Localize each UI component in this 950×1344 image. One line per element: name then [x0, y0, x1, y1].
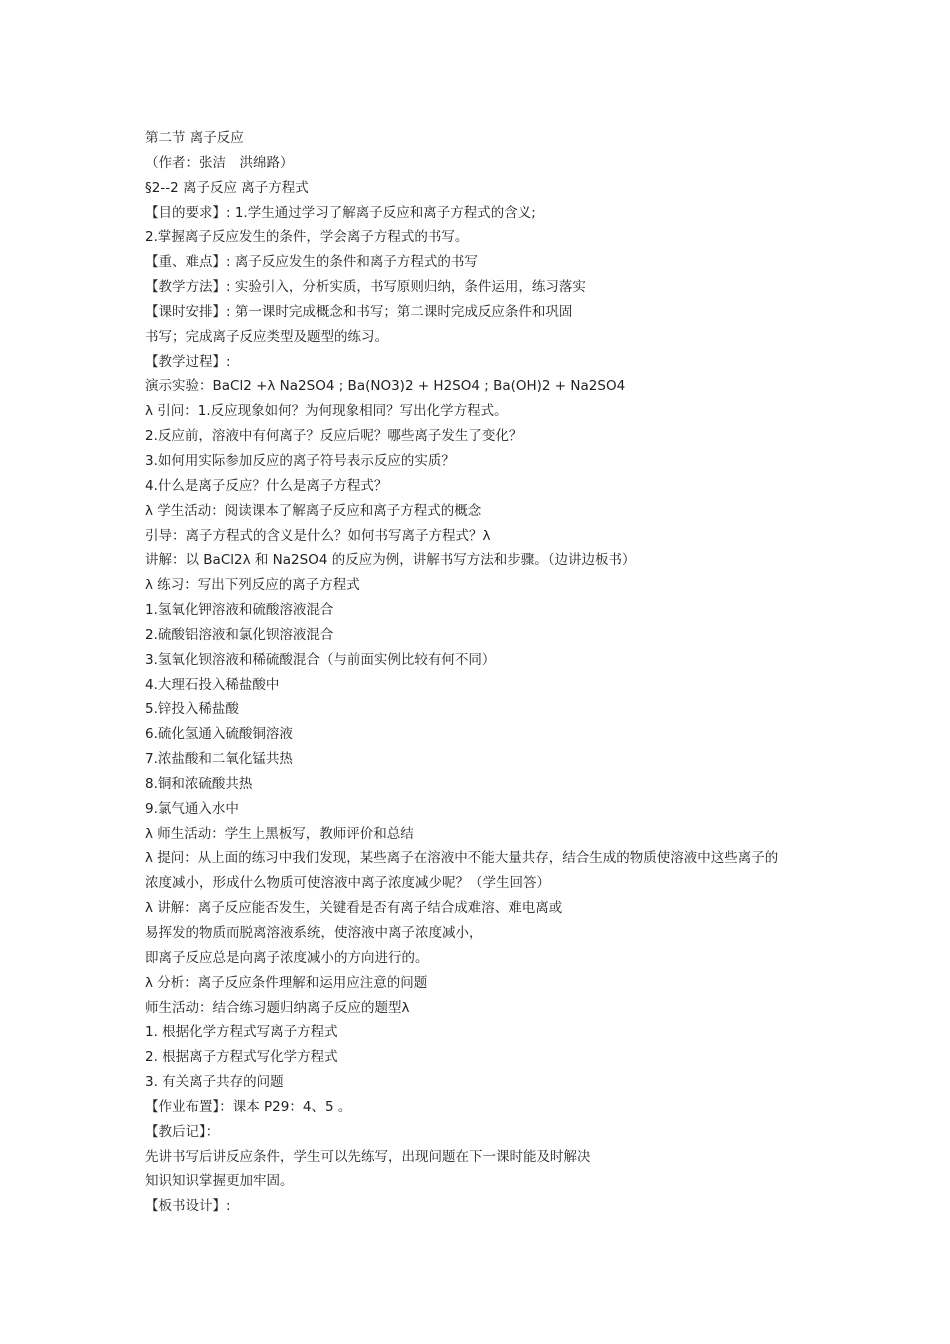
question-type-2: 2. 根据离子方程式写化学方程式: [145, 1049, 338, 1066]
lesson-heading: §2--2 离子反应 离子方程式: [145, 179, 309, 196]
exercise-item-7: 7.浓盐酸和二氧化锰共热: [145, 751, 293, 768]
schedule-line-2: 书写；完成离子反应类型及题型的练习。: [145, 328, 388, 345]
document-body: [145, 126, 825, 1219]
exercise-item-6: 6.硫化氢通入硫酸铜溶液: [145, 726, 293, 743]
explanation-line-2: λ 讲解：离子反应能否发生，关键看是否有离子结合成难溶、难电离或: [145, 900, 563, 917]
teacher-student-activity-line: λ 师生活动：学生上黑板写，教师评价和总结: [145, 825, 414, 842]
explanation-line-4: 即离子反应总是向离子浓度减小的方向进行的。: [145, 949, 429, 966]
homework-line: 【作业布置】：课本 P29：4、5 。: [145, 1098, 352, 1115]
exercise-heading: λ 练习：写出下列反应的离子方程式: [145, 577, 360, 594]
teaching-method-line: 【教学方法】: 实验引入，分析实质，书写原则归纳，条件运用，练习落实: [145, 279, 586, 296]
question-line-1: λ 引问：1.反应现象如何？为何现象相同？写出化学方程式。: [145, 403, 508, 420]
author-line: （作者：张洁 洪绵路）: [145, 154, 294, 171]
exercise-item-9: 9.氯气通入水中: [145, 800, 239, 817]
objectives-line-2: 2.掌握离子反应发生的条件，学会离子方程式的书写。: [145, 229, 469, 246]
question-line-3: 3.如何用实际参加反应的离子符号表示反应的实质？: [145, 452, 455, 469]
question-prompt-line-2: 浓度减小，形成什么物质可使溶液中离子浓度减少呢？（学生回答）: [145, 875, 550, 892]
board-design-heading: 【板书设计】:: [145, 1198, 231, 1215]
analysis-line: λ 分析：离子反应条件理解和运用应注意的问题: [145, 974, 428, 991]
question-type-3: 3. 有关离子共存的问题: [145, 1074, 284, 1091]
key-points-line: 【重、难点】: 离子反应发生的条件和离子方程式的书写: [145, 254, 478, 271]
exercise-item-1: 1.氢氧化钾溶液和硫酸溶液混合: [145, 602, 334, 619]
question-prompt-line: λ 提问：从上面的练习中我们发现，某些离子在溶液中不能大量共存，结合生成的物质使溶液中这些离子的: [145, 850, 779, 867]
exercise-item-2: 2.硫酸铝溶液和氯化钡溶液混合: [145, 626, 334, 643]
exercise-item-5: 5.锌投入稀盐酸: [145, 701, 239, 718]
schedule-line: 【课时安排】: 第一课时完成概念和书写；第二课时完成反应条件和巩固: [145, 303, 573, 320]
process-heading: 【教学过程】:: [145, 353, 231, 370]
question-type-1: 1. 根据化学方程式写离子方程式: [145, 1024, 338, 1041]
explanation-line: 讲解：以 BaCl2λ 和 Na2SO4 的反应为例，讲解书写方法和步骤。（边讲边板书）: [145, 552, 636, 569]
exercise-item-8: 8.铜和浓硫酸共热: [145, 775, 253, 792]
exercise-item-3: 3.氢氧化钡溶液和稀硫酸混合（与前面实例比较有何不同）: [145, 651, 496, 668]
question-line-4: 4.什么是离子反应？什么是离子方程式？: [145, 477, 388, 494]
objectives-line: 【目的要求】: 1.学生通过学习了解离子反应和离子方程式的含义;: [145, 204, 536, 221]
question-line-2: 2.反应前，溶液中有何离子？反应后呢？哪些离子发生了变化？: [145, 428, 523, 445]
summary-activity-line: 师生活动：结合练习题归纳离子反应的题型λ: [145, 999, 410, 1016]
explanation-line-3: 易挥发的物质而脱离溶液系统，使溶液中离子浓度减小，: [145, 925, 483, 941]
reflection-line-2: 知识知识掌握更加牢固。: [145, 1173, 294, 1190]
demo-experiment-line: 演示实验：BaCl2 +λ Na2SO4 ; Ba(NO3)2 + H2SO4 ; Ba(OH)2 + Na2SO4: [145, 378, 626, 395]
exercise-item-4: 4.大理石投入稀盐酸中: [145, 676, 280, 693]
reflection-heading: 【教后记】：: [145, 1123, 220, 1140]
reflection-line-1: 先讲书写后讲反应条件，学生可以先练写，出现问题在下一课时能及时解决: [145, 1148, 591, 1165]
section-title: 第二节 离子反应: [145, 130, 244, 146]
student-activity-line: λ 学生活动：阅读课本了解离子反应和离子方程式的概念: [145, 502, 482, 519]
guidance-line: 引导：离子方程式的含义是什么？如何书写离子方程式？λ: [145, 527, 491, 544]
